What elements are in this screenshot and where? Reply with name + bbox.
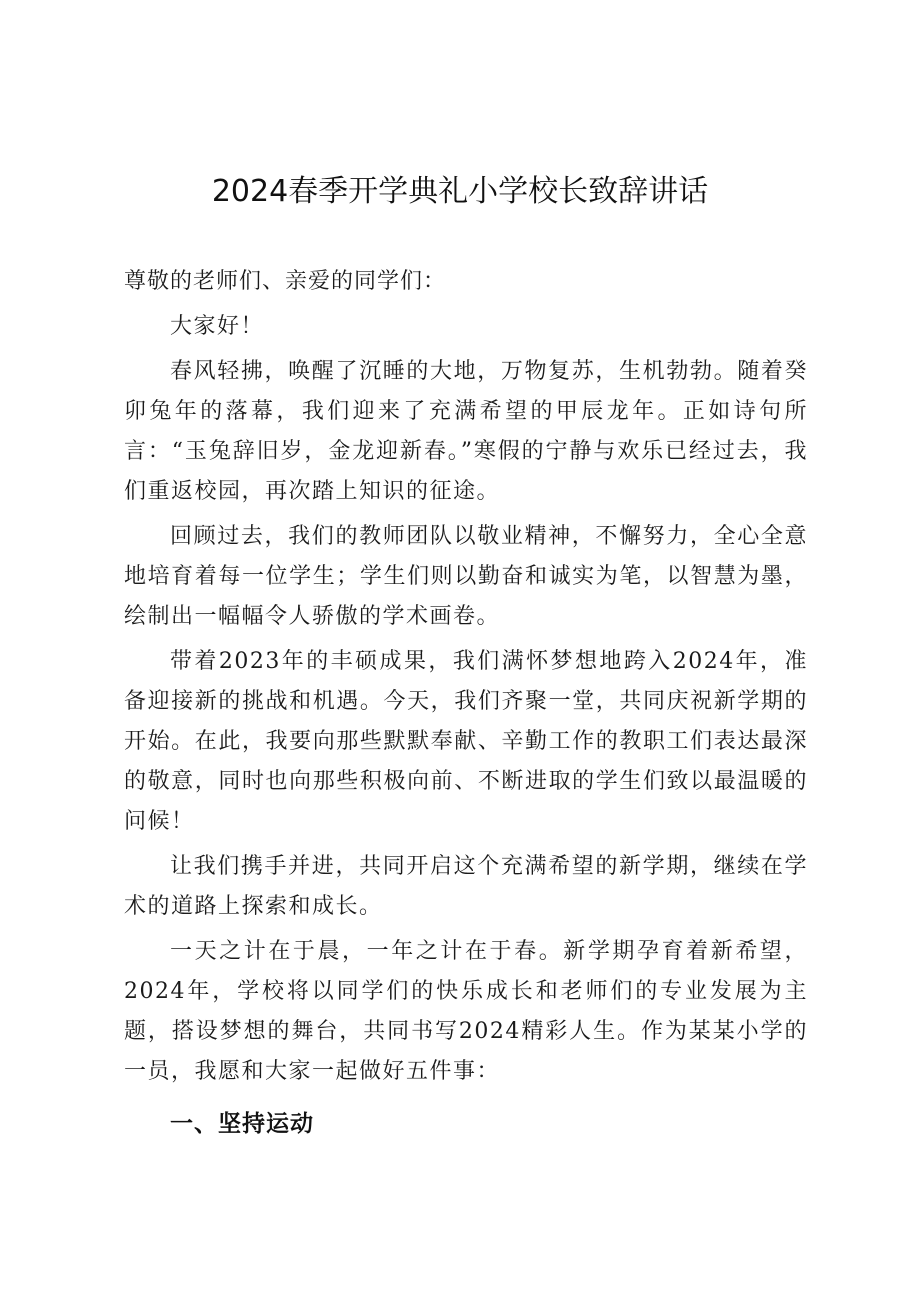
paragraph-review: 回顾过去，我们的教师团队以敬业精神，不懈努力，全心全意地培育着每一位学生；学生们则以勤奋和诚实为笔，以智慧为墨，绘制出一幅幅令人骄傲的学术画卷。 (124, 524, 808, 629)
paragraph-five-things: 一天之计在于晨，一年之计在于春。新学期孕育着新希望，2024年，学校将以同学们的快乐成长和老师们的专业发展为主题，搭设梦想的舞台，共同书写2024精彩人生。作为某某小学的一员，我愿和大家一起做好五件事： (124, 939, 808, 1084)
paragraph-together: 让我们携手并进，共同开启这个充满希望的新学期，继续在学术的道路上探索和成长。 (124, 854, 808, 919)
section-heading: 一、坚持运动 (170, 1111, 314, 1137)
paragraph-new-year: 带着2023年的丰硕成果，我们满怀梦想地跨入2024年，准备迎接新的挑战和机遇。今天，我们齐聚一堂，共同庆祝新学期的开始。在此，我要向那些默默奉献、辛勤工作的教职工们表达最深的敬意，同时也向那些积极向前、不断进取的学生们致以最温暖的问候！ (124, 649, 808, 834)
document-body (124, 262, 808, 1144)
paragraph-spring: 春风轻拂，唤醒了沉睡的大地，万物复苏，生机勃勃。随着癸卯兔年的落幕，我们迎来了充满希望的甲辰龙年。正如诗句所言：“玉兔辞旧岁，金龙迎新春。”寒假的宁静与欢乐已经过去，我们重返校园，再次踏上知识的征途。 (124, 359, 808, 504)
salutation: 尊敬的老师们、亲爱的同学们： (124, 269, 447, 294)
paragraph-greeting: 大家好！ (170, 314, 265, 339)
document-title: 2024春季开学典礼小学校长致辞讲话 (211, 174, 709, 209)
